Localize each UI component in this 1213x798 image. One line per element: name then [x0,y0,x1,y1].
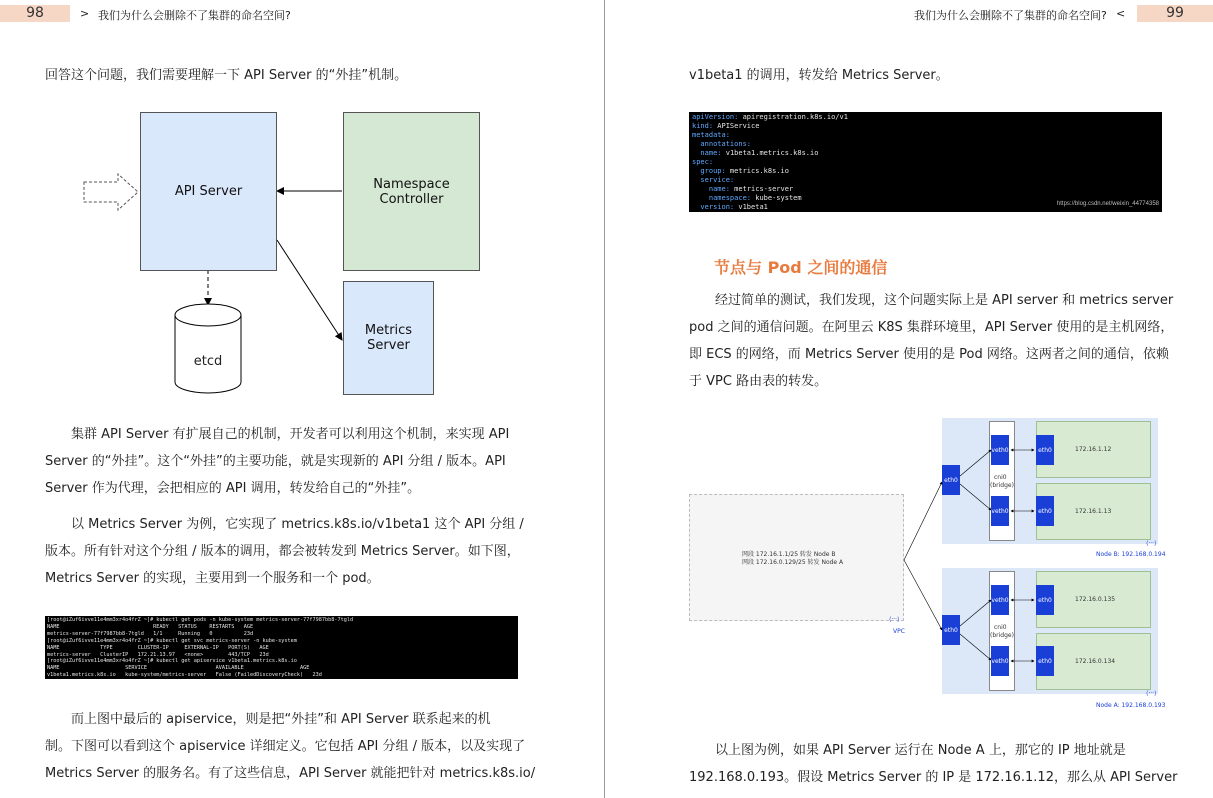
yaml-value: metrics-server [729,185,794,193]
para-example-line: 192.168.0.193。假设 Metrics Server 的 IP 是 172.16.1.12，那么从 API Server [689,770,1178,785]
para-2-line: Metrics Server 的实现，主要用到一个服务和一个 pod。 [45,571,380,586]
pod-eth0: eth0 [1036,496,1054,526]
para-net-line: 于 VPC 路由表的转发。 [689,374,828,389]
etcd-label: etcd [193,354,223,369]
pod-ip: 172.16.0.135 [1075,596,1116,603]
para-1-line: Server 的“外挂”。这个“外挂”的主要功能，就是实现新的 API 分组 / 版本。API [45,454,506,469]
para-3-line: Metrics Server 的服务名。有了这些信息，API Server 就能把针对 metrics.k8s.io/ [45,766,536,781]
para-example [689,737,1177,791]
para-3 [45,706,535,787]
route-text-2: 网段 172.16.0.129/25 转发 Node A [742,559,844,566]
pod-eth0: eth0 [1036,435,1054,465]
page-divider [604,0,605,798]
node-b-eth0: eth0 [942,465,960,495]
terminal-line: NAME SERVICE AVAILABLE AGE [47,665,310,672]
terminal-line: NAME READY STATUS RESTARTS AGE [47,623,254,630]
yaml-key: annotations: [692,140,752,148]
para-example-line: 以上图为例，如果 API Server 运行在 Node A 上，那它的 IP 地址就是 [689,743,1126,758]
node-b-veth0-1: veth0 [991,435,1009,465]
section-title: 节点与 Pod 之间的通信 [714,258,888,277]
para-1-line: 集群 API Server 有扩展自己的机制，开发者可以利用这个机制，来实现 API [45,427,510,442]
cni0-label: cni0 [994,624,1007,631]
yaml-value: v1beta1 [734,203,768,211]
header-arrow-right: < [1116,7,1126,20]
node-a-icon: ⟨···⟩ [1146,690,1157,697]
metrics-server-label-1: Metrics [364,323,413,338]
para-3-line: 而上图中最后的 apiservice，则是把“外挂”和 API Server 联系起来的机 [45,712,491,727]
yaml-key: name: [692,185,730,193]
pod-ip: 172.16.1.12 [1075,446,1112,453]
para-2 [45,511,524,592]
node-b-label: Node B: 192.168.0.194 [1096,551,1166,558]
yaml-watermark: https://blog.csdn.net/weixin_44774358 [1056,201,1159,207]
kubectl-terminal [45,616,518,679]
page-number-left: 98 [0,5,70,22]
terminal-line: [root@iZuf6ivve11e4mm3xr4o4frZ ~]# kubectl get pods -n kube-system metrics-server-77f7987bb8-7tgld [47,617,354,623]
header-arrow-left: > [80,7,90,20]
terminal-line: metrics-server-77f7987bb8-7tgld 1/1 Running 0 23d [47,630,254,637]
yaml-key: metadata: [692,131,730,139]
para-1-line: Server 作为代理，会把相应的 API 调用，转发给自己的“外挂”。 [45,481,421,496]
header-title-left: 我们为什么会删除不了集群的命名空间? [98,9,291,22]
para-2-line: 以 Metrics Server 为例，它实现了 metrics.k8s.io/v1beta1 这个 API 分组 / [45,517,524,532]
yaml-key: service: [692,176,735,184]
para-net-line: 即 ECS 的网络，而 Metrics Server 使用的是 Pod 网络。这两者之间的通信，依赖 [689,347,1169,362]
pod-eth0: eth0 [1036,646,1054,676]
namespace-controller-label-1: Namespace [373,176,450,192]
yaml-value: kube-system [751,194,802,202]
terminal-line: [root@iZuf6ivve11e4mm3xr4o4frZ ~]# kubectl get svc metrics-server -n kube-system [47,637,297,644]
yaml-key: apiVersion: [692,113,739,121]
yaml-value: apiregistration.k8s.io/v1 [738,113,848,121]
header-title-right: 我们为什么会删除不了集群的命名空间? [914,9,1107,22]
namespace-controller-box [343,112,480,271]
yaml-key: kind: [692,122,714,130]
route-text-1: 网段 172.16.1.1/25 转发 Node B [742,551,836,558]
api-server-label: API Server [174,184,243,199]
yaml-key: namespace: [692,194,752,202]
external-input-arrow [84,174,138,210]
pod-eth0: eth0 [1036,585,1054,615]
yaml-key: spec: [692,158,714,166]
para-net-line: pod 之间的通信问题。在阿里云 K8S 集群环境里，API Server 使用的是主机网络， [689,320,1174,335]
para-1 [45,421,509,502]
yaml-key: name: [692,149,722,157]
node-b-icon: ⟨···⟩ [1146,540,1157,547]
para-2-line: 版本。所有针对这个分组 / 版本的调用，都会被转发到 Metrics Server。如下图， [45,544,520,559]
api-server-box [140,112,277,271]
para-3-line: 制。下图可以看到这个 apiservice 详细定义。它包括 API 分组 / 版本，以及实现了 [45,739,526,754]
metrics-server-box [343,281,434,395]
node-a-eth0: eth0 [942,615,960,645]
cni0-label: cni0 [994,474,1007,481]
terminal-line: NAME TYPE CLUSTER-IP EXTERNAL-IP PORT(S) AGE [47,644,269,651]
yaml-value: APIService [713,122,760,130]
terminal-line: metrics-server ClusterIP 172.21.13.97 <none> 443/TCP 23d [47,651,269,658]
yaml-key: group: [692,167,726,175]
namespace-controller-label-2: Controller [379,191,444,207]
node-a-veth0-1: veth0 [991,585,1009,615]
terminal-line: [root@iZuf6ivve11e4mm3xr4o4frZ ~]# kubectl get apiservice v1beta1.metrics.k8s.io [47,658,297,665]
bridge-label: (bridge) [990,632,1014,639]
yaml-value: v1beta1.metrics.k8s.io [721,149,819,157]
pod-ip: 172.16.1.13 [1075,508,1112,515]
network-links [606,0,1213,798]
yaml-value: metrics.k8s.io [725,167,789,175]
vpc-label: VPC [893,628,905,635]
right-page [606,0,1213,798]
metrics-server-label-2: Server [367,338,410,353]
intro-text: 回答这个问题，我们需要理解一下 API Server 的“外挂”机制。 [45,68,408,83]
terminal-line: v1beta1.metrics.k8s.io kube-system/metrics-server False (FailedDiscoveryCheck) 23d [47,672,322,679]
pod-ip: 172.16.0.134 [1075,658,1116,665]
yaml-key: version: [692,203,735,211]
node-b-veth0-2: veth0 [991,496,1009,526]
para-net-line: 经过简单的测试，我们发现，这个问题实际上是 API server 和 metrics server [689,293,1174,308]
node-a-label: Node A: 192.168.0.193 [1096,702,1166,709]
page-number-right: 99 [1137,5,1213,22]
node-a-veth0-2: veth0 [991,646,1009,676]
vpc-icon: ⟨···⟩ [889,616,900,623]
bridge-label: (bridge) [990,482,1014,489]
top-line: v1beta1 的调用，转发给 Metrics Server。 [689,68,949,83]
left-page [0,0,604,798]
